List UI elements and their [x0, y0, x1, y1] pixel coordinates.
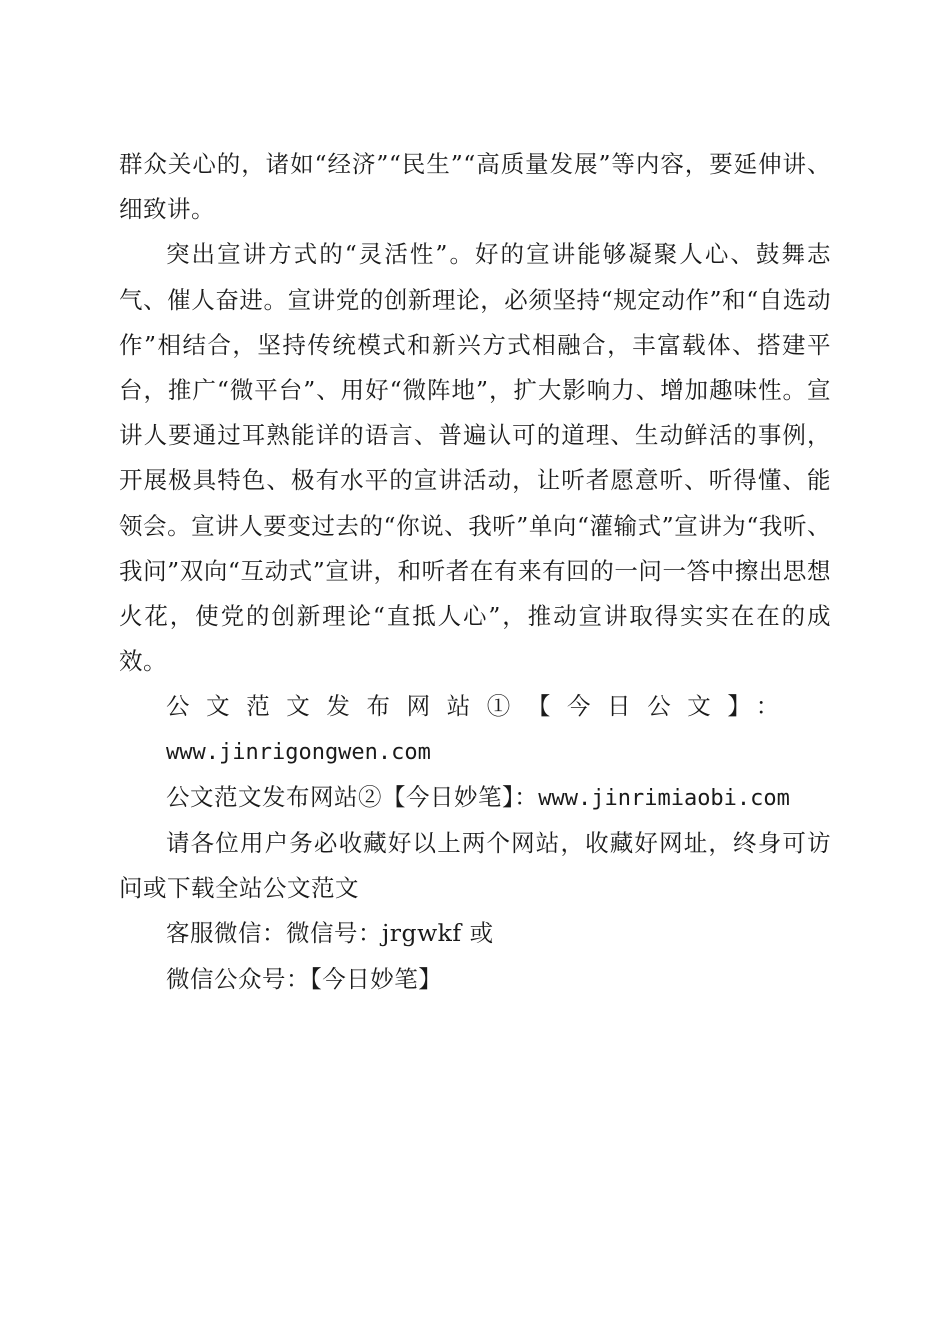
paragraph-continuation: 群众关心的，诸如“经济”“民生”“高质量发展”等内容，要延伸讲、细致讲。	[119, 150, 831, 224]
site-1-label: 公文范文发布网站①【今日公文】：	[166, 692, 796, 721]
site-2-label: 公文范文发布网站②【今日妙笔】：	[166, 782, 539, 811]
site-1-url[interactable]: www.jinrigongwen.com	[166, 739, 431, 765]
paragraph-flexibility: 突出宣讲方式的“灵活性”。好的宣讲能够凝聚人心、鼓舞志气、催人奋进。宣讲党的创新理论，必须坚持“规定动作”和“自选动作”相结合，坚持传统模式和新兴方式相融合，丰富载体、搭建平台，推广“微平台”、用好“微阵地”，扩大影响力、增加趣味性。宣讲人要通过耳熟能详的语言、普遍认可的道理、生动鲜活的事例，开展极具特色、极有水平的宣讲活动，让听者愿意听、听得懂、能领会。宣讲人要变过去的“你说、我听”单向“灌输式”宣讲为“我听、我问”双向“互动式”宣讲，和听者在有来有回的一问一答中擦出思想火花，使党的创新理论“直抵人心”，推动宣讲取得实实在在的成效。	[119, 240, 831, 676]
wechat-official-line: 微信公众号：【今日妙笔】	[166, 964, 443, 993]
wechat-service-line: 客服微信：微信号：jrgwkf 或	[166, 919, 494, 948]
site-1-line	[119, 684, 831, 774]
bookmark-notice: 请各位用户务必收藏好以上两个网站，收藏好网址，终身可访问或下载全站公文范文	[119, 829, 831, 903]
site-2-line	[119, 775, 831, 821]
site-2-url[interactable]: www.jinrimiaobi.com	[538, 785, 790, 811]
document-body	[119, 142, 831, 1002]
